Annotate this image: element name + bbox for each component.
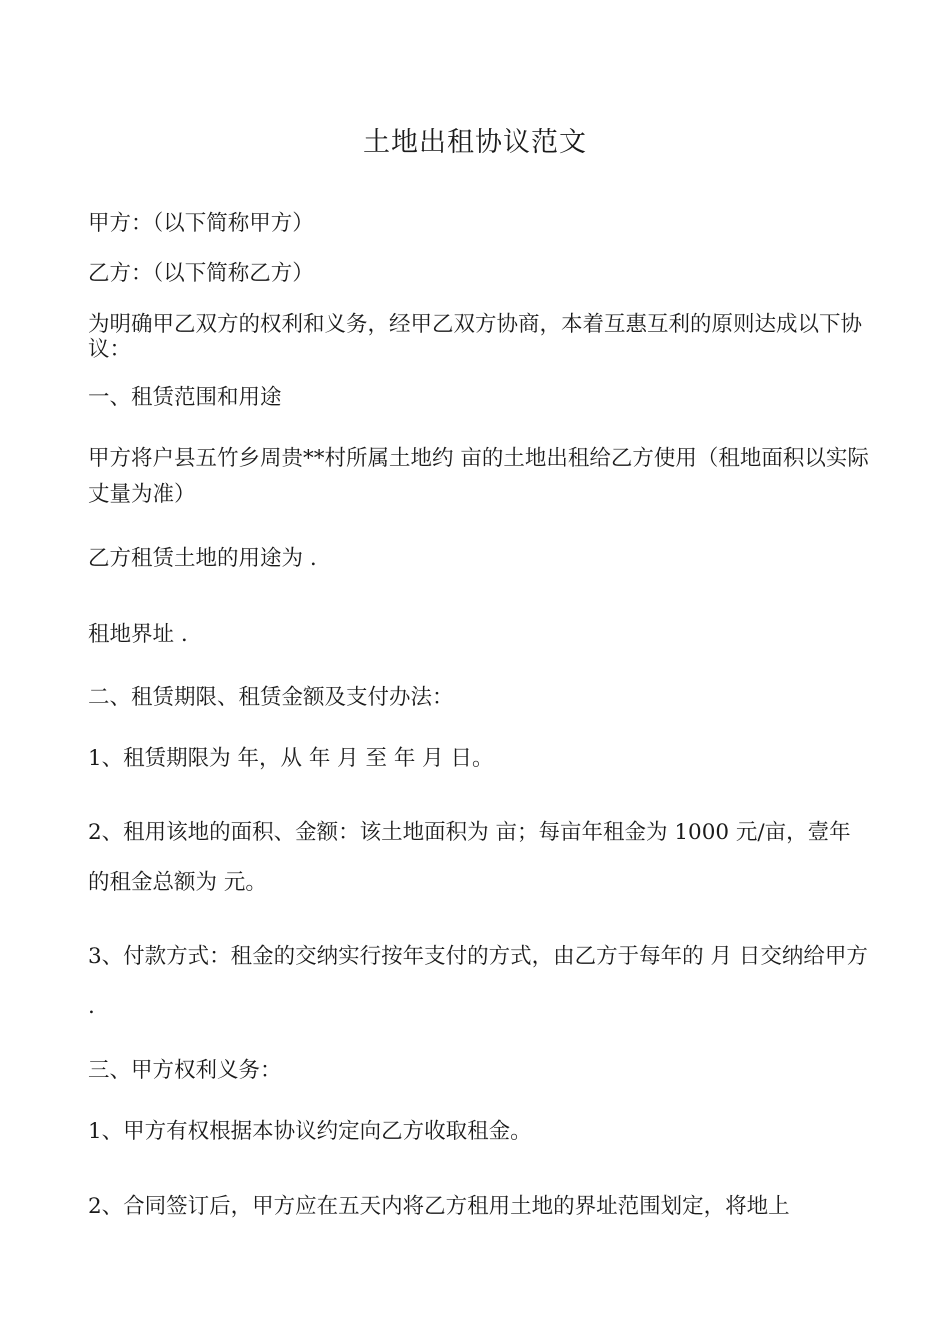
party-a-right-item-1: 1、甲方有权根据本协议约定向乙方收取租金。 <box>88 1119 532 1144</box>
boundary-line: 租地界址 . <box>88 622 188 647</box>
area-amount-item: 2、租用该地的面积、金额：该土地面积为 亩；每亩年租金为 1000 元/亩，壹年的租金总额为 元。 <box>88 820 851 895</box>
preamble-paragraph: 为明确甲乙双方的权利和义务，经甲乙双方协商，本着互惠互利的原则达成以下协议： <box>88 312 863 362</box>
lease-term-item: 1、租赁期限为 年，从 年 月 至 年 月 日。 <box>88 746 494 771</box>
section-heading-3: 三、甲方权利义务： <box>88 1058 282 1083</box>
section-heading-1: 一、租赁范围和用途 <box>88 385 282 410</box>
party-b-line: 乙方：（以下简称乙方） <box>88 261 314 286</box>
party-a-right-item-2: 2、合同签订后，甲方应在五天内将乙方租用土地的界址范围划定，将地上 <box>88 1194 790 1219</box>
party-a-line: 甲方：（以下简称甲方） <box>88 211 314 236</box>
lease-scope-paragraph: 甲方将户县五竹乡周贵**村所属土地约 亩的土地出租给乙方使用（租地面积以实际丈量为准） <box>88 446 869 507</box>
section-heading-2: 二、租赁期限、租赁金额及支付办法： <box>88 685 454 710</box>
payment-method-item: 3、付款方式：租金的交纳实行按年支付的方式，由乙方于每年的 月 日交纳给甲方 . <box>88 944 868 1019</box>
document-title: 土地出租协议范文 <box>363 127 587 158</box>
land-use-line: 乙方租赁土地的用途为 . <box>88 546 317 571</box>
